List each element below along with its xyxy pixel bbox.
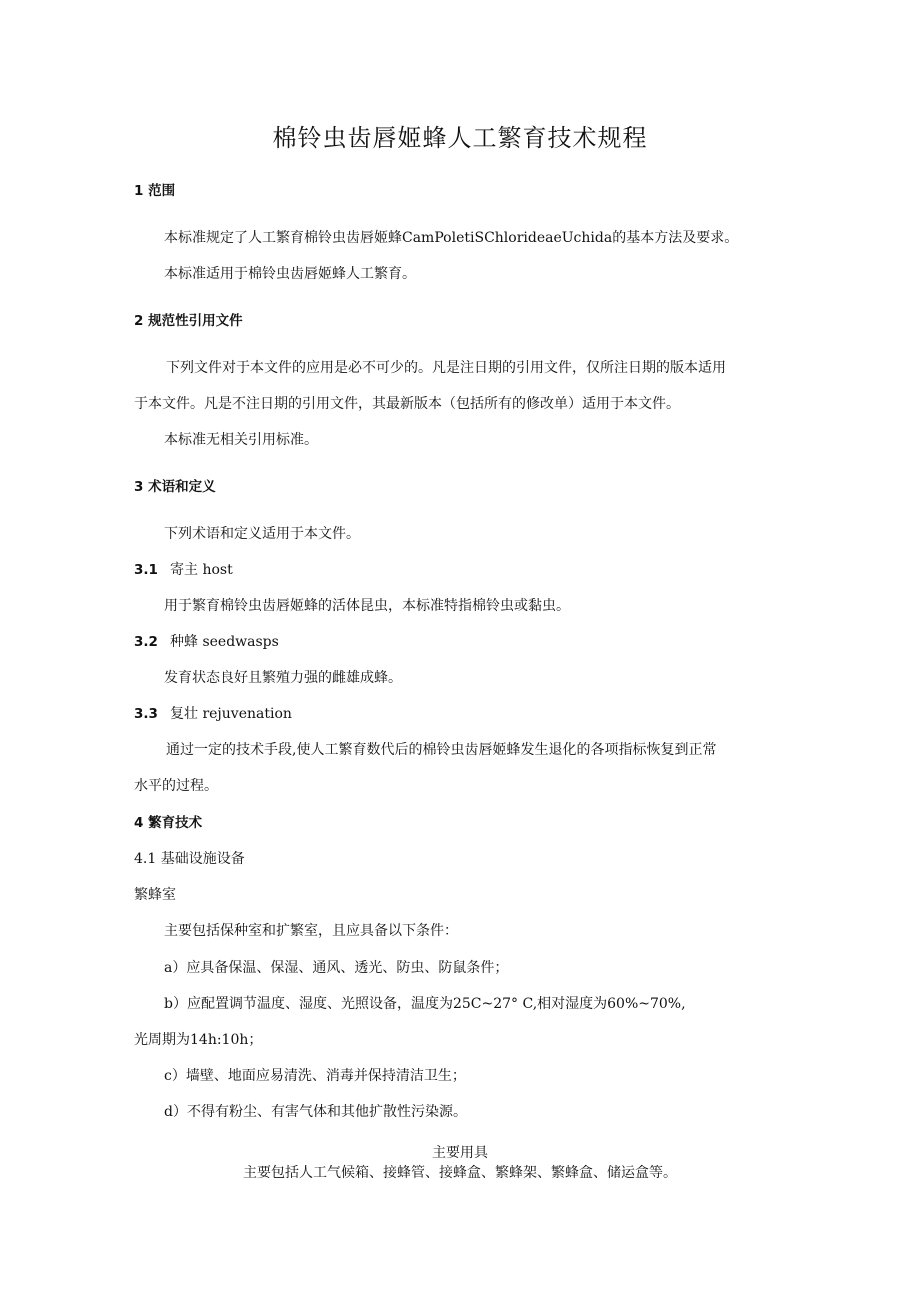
- term-3-3-definition-line-1: 通过一定的技术手段,使人工繁育数代后的棉铃虫齿唇姬蜂发生退化的各项指标恢复到正常: [166, 742, 717, 758]
- condition-d: d）不得有粉尘、有害气体和其他扩散性污染源。: [164, 1104, 467, 1120]
- breeding-room-intro: 主要包括保种室和扩繁室，且应具备以下条件：: [164, 923, 458, 939]
- section-1-paragraph-2: 本标准适用于棉铃虫齿唇姬蜂人工繁育。: [164, 266, 416, 282]
- section-1-paragraph-1: 本标准规定了人工繁育棉铃虫齿唇姬蜂CamPoletiSChlorideaeUchida的基本方法及要求。: [164, 230, 739, 246]
- condition-b-line-1: b）应配置调节温度、湿度、光照设备，温度为25C~27° C,相对湿度为60%~70%,: [164, 996, 686, 1012]
- subsection-4-1-heading: 4.1 基础设施设备: [134, 851, 245, 867]
- term-3-1-name: 寄主 host: [170, 562, 233, 578]
- term-3-2-definition: 发育状态良好且繁殖力强的雌雄成蜂。: [164, 670, 402, 686]
- term-3-3-name: 复壮 rejuvenation: [170, 706, 292, 722]
- condition-b-line-2: 光周期为14h:10h；: [134, 1032, 263, 1048]
- tools-heading: 主要用具: [432, 1145, 488, 1161]
- breeding-room-label: 繁蜂室: [134, 887, 176, 903]
- condition-c: c）墙壁、地面应易清洗、消毒并保持清洁卫生；: [164, 1068, 466, 1084]
- tools-description: 主要包括人工气候箱、接蜂管、接蜂盒、繁蜂架、繁蜂盒、储运盒等。: [243, 1165, 677, 1181]
- section-3-heading: 3 术语和定义: [134, 479, 216, 495]
- term-3-3-number: 3.3: [134, 706, 158, 722]
- term-3-2-name: 种蜂 seedwasps: [170, 634, 279, 650]
- document-title: 棉铃虫齿唇姬蜂人工繁育技术规程: [272, 124, 648, 152]
- section-1-heading: 1 范围: [134, 183, 176, 199]
- section-2-paragraph-2: 本标准无相关引用标准。: [164, 432, 318, 448]
- section-2-paragraph-1-line-2: 于本文件。凡是不注日期的引用文件，其最新版本（包括所有的修改单）适用于本文件。: [134, 396, 680, 412]
- term-3-1-definition: 用于繁育棉铃虫齿唇姬蜂的活体昆虫，本标准特指棉铃虫或黏虫。: [164, 598, 570, 614]
- term-3-2-number: 3.2: [134, 634, 158, 650]
- section-2-heading: 2 规范性引用文件: [134, 313, 243, 329]
- section-2-paragraph-1-line-1: 下列文件对于本文件的应用是必不可少的。凡是注日期的引用文件，仅所注日期的版本适用: [166, 360, 726, 376]
- term-3-1-number: 3.1: [134, 562, 158, 578]
- condition-a: a）应具备保温、保湿、通风、透光、防虫、防鼠条件；: [164, 960, 509, 976]
- section-4-heading: 4 繁育技术: [134, 815, 203, 831]
- section-3-intro: 下列术语和定义适用于本文件。: [164, 526, 360, 542]
- term-3-3-definition-line-2: 水平的过程。: [134, 778, 218, 794]
